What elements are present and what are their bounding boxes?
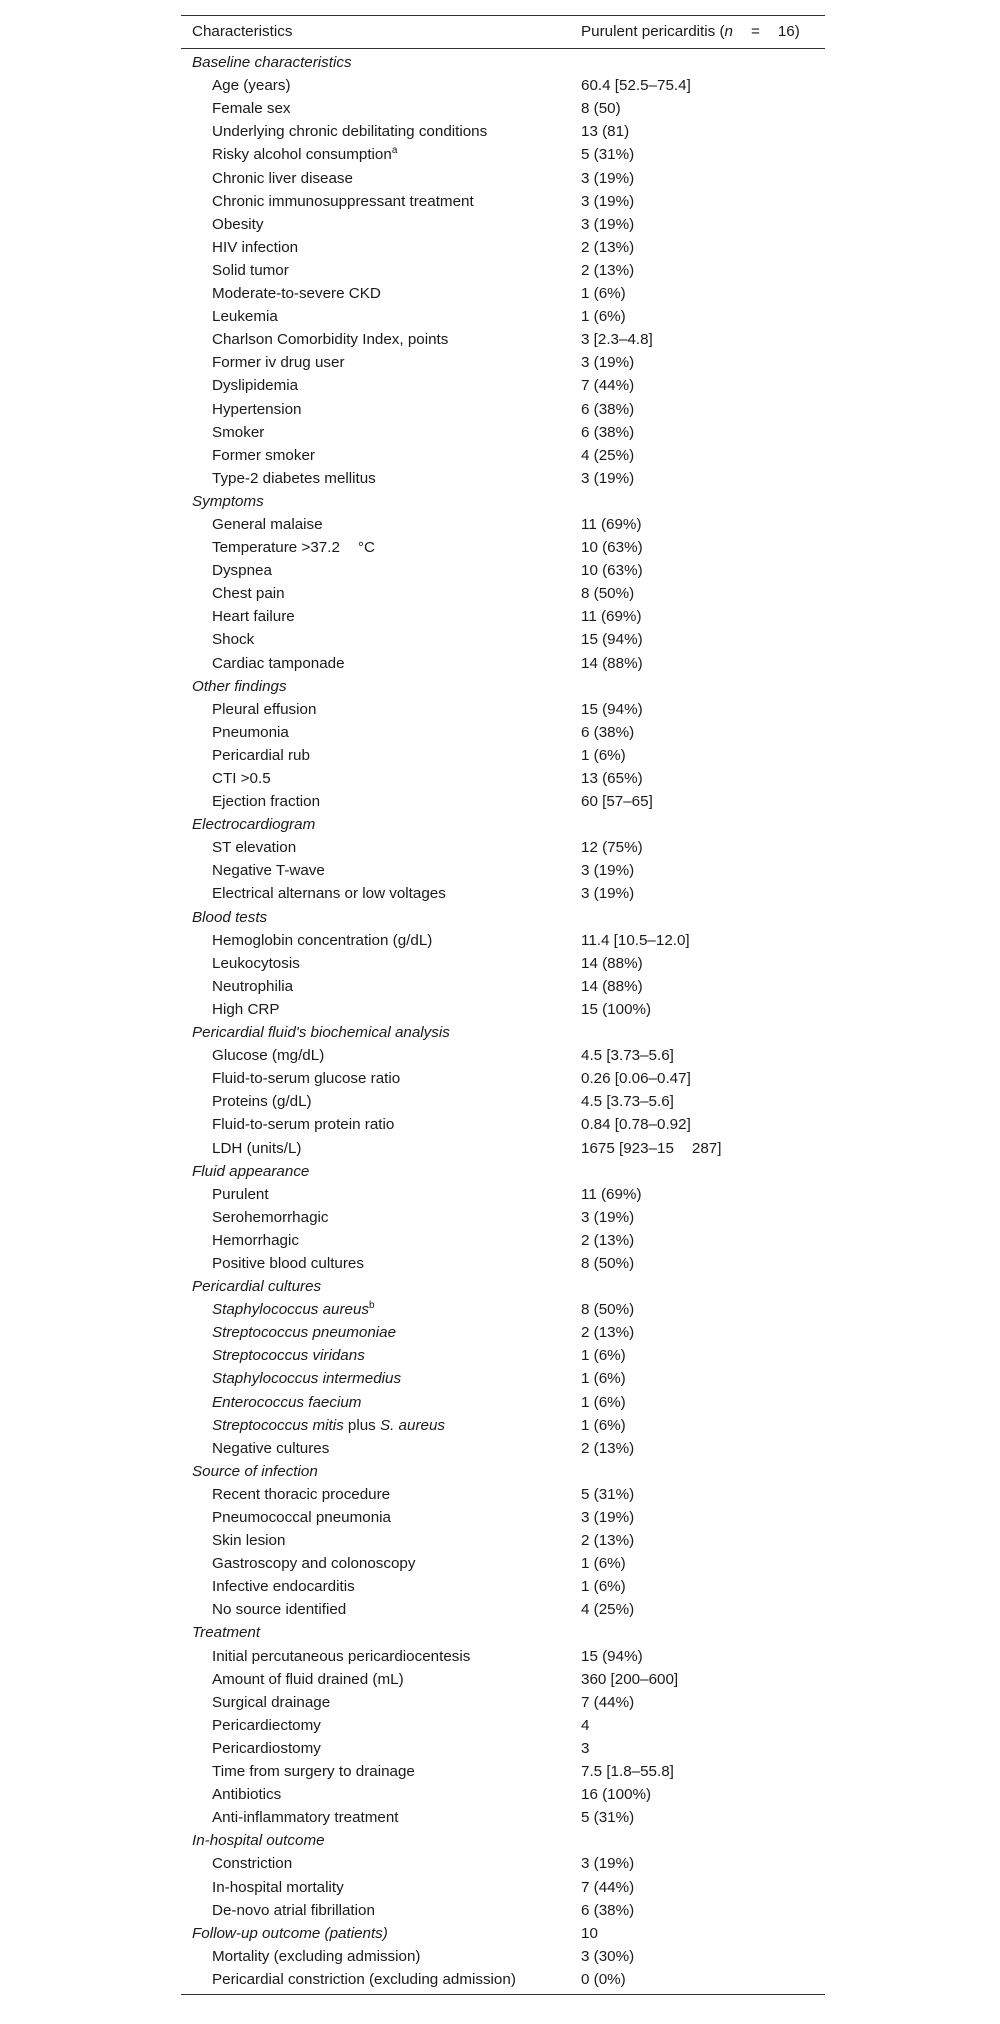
table-row: Streptococcus viridans 1 (6%): [212, 1347, 626, 1365]
table-row: Chronic immunosuppressant treatment 3 (19%): [212, 192, 635, 210]
table-row: Underlying chronic debilitating conditions 13 (81): [212, 123, 630, 141]
table-row: Constriction 3 (19%): [212, 1855, 635, 1873]
table-row: Enterococcus faecium 1 (6%): [212, 1393, 626, 1411]
table-row: De-novo atrial fibrillation 6 (38%): [212, 1901, 635, 1919]
table-row: CTI >0.5 13 (65%): [212, 770, 643, 787]
section-row: [181, 675, 825, 698]
table-row: Serohemorrhagic 3 (19%): [212, 1208, 635, 1226]
table-row: Solid tumor 2 (13%): [212, 261, 635, 279]
table-row: Hemoglobin concentration (g/dL) 11.4 [10.5–12.0]: [212, 931, 690, 949]
table-row: Dyslipidemia 7 (44%): [212, 377, 635, 395]
table-row: Pericardiectomy 4: [212, 1716, 590, 1734]
table-row: Cardiac tamponade 14 (88%): [212, 654, 643, 672]
table-row: Glucose (mg/dL) 4.5 [3.73–5.6]: [212, 1047, 674, 1065]
table-row: Electrical alternans or low voltages 3 (19%): [212, 885, 635, 903]
table-row: Type-2 diabetes mellitus 3 (19%): [212, 469, 635, 487]
table-row: Mortality (excluding admission) 3 (30%): [212, 1947, 635, 1965]
table-row: Pericardial rub 1 (6%): [212, 746, 626, 764]
section-pericardial-fluid-biochemical: Pericardial fluid's biochemical analysis: [192, 1024, 450, 1042]
section-electrocardiogram: Electrocardiogram: [192, 816, 316, 834]
table-row: Former smoker 4 (25%): [212, 446, 635, 464]
table-row: Surgical drainage 7 (44%): [212, 1693, 635, 1711]
table-row: Ejection fraction 60 [57–65]: [212, 793, 653, 811]
table-row: Anti-inflammatory treatment 5 (31%): [212, 1809, 635, 1827]
table-row: Recent thoracic procedure 5 (31%): [212, 1485, 635, 1503]
table-row: Obesity 3 (19%): [212, 215, 635, 233]
footnote-b: b: [369, 1300, 375, 1312]
table-row: High CRP 15 (100%): [212, 1000, 652, 1018]
section-row: [181, 1460, 825, 1483]
table-row: Skin lesion 2 (13%): [212, 1532, 635, 1550]
footnote-a: a: [391, 145, 398, 157]
table-row: Pneumonia 6 (38%): [212, 723, 635, 741]
table-row: Initial percutaneous pericardiocentesis 15 (94%): [212, 1647, 643, 1665]
table-row: Age (years) 60.4 [52.5–75.4]: [212, 77, 691, 95]
section-follow-up-outcome: Follow-up outcome (patients): [192, 1924, 388, 1942]
table-row: Fluid-to-serum glucose ratio 0.26 [0.06–0.47]: [212, 1070, 691, 1088]
table-row: Negative T-wave 3 (19%): [212, 862, 635, 880]
table-row: Heart failure 11 (69%): [212, 608, 642, 626]
table-row: Hemorrhagic 2 (13%): [212, 1231, 635, 1249]
table-row: Moderate-to-severe CKD 1 (6%): [212, 285, 626, 303]
table-row: Charlson Comorbidity Index, points 3 [2.3–4.8]: [212, 331, 653, 349]
table-row: Amount of fluid drained (mL) 360 [200–600]: [212, 1670, 679, 1688]
table-row: No source identified 4 (25%): [212, 1601, 635, 1619]
table-row: ST elevation 12 (75%): [212, 839, 643, 857]
table-row: General malaise 11 (69%): [212, 515, 642, 533]
section-in-hospital-outcome: In-hospital outcome: [192, 1832, 325, 1850]
table-row: Positive blood cultures 8 (50%): [212, 1254, 635, 1272]
table-row: Temperature >37.2 °C 10 (63%): [212, 539, 643, 557]
section-row: [181, 813, 825, 836]
table-row: Leukocytosis 14 (88%): [212, 954, 643, 972]
table-row: Female sex 8 (50): [212, 100, 621, 118]
section-treatment: Treatment: [192, 1624, 261, 1642]
table-row: Former iv drug user 3 (19%): [212, 354, 635, 372]
table-row: Staphylococcus aureus$^b$ 8 (50%): [212, 1300, 635, 1319]
table-row: Antibiotics 16 (100%): [212, 1786, 652, 1804]
table-row: HIV infection 2 (13%): [212, 238, 635, 256]
section-baseline-characteristics: Baseline characteristics: [192, 54, 352, 72]
table-row: Pleural effusion 15 (94%): [212, 700, 643, 718]
table-row: Time from surgery to drainage 7.5 [1.8–55.8]: [212, 1763, 674, 1781]
table-row: LDH (units/L) 1675 [923–15 287]: [212, 1139, 722, 1157]
section-row: [181, 49, 825, 75]
table-row: Risky alcohol consumption$^a$ 5 (31%): [212, 145, 635, 164]
table-row: Shock 15 (94%): [212, 631, 643, 649]
section-fluid-appearance: Fluid appearance: [192, 1162, 310, 1180]
table-row: Leukemia 1 (6%): [212, 308, 626, 326]
table-row: Streptococcus mitis plus S. aureus 1 (6%): [212, 1416, 626, 1434]
table-row: Infective endocarditis 1 (6%): [212, 1578, 626, 1596]
table-header-row: [181, 16, 825, 49]
section-row: [181, 906, 825, 929]
section-row: Follow-up outcome (patients) 10: [181, 1922, 825, 1945]
section-row: [181, 490, 825, 513]
table-row: Pericardial constriction (excluding admission) 0 (0%): [181, 1968, 825, 1995]
section-row: [181, 1621, 825, 1644]
section-other-findings: Other findings: [192, 677, 287, 695]
table-row: Negative cultures 2 (13%): [212, 1439, 635, 1457]
section-source-of-infection: Source of infection: [192, 1462, 318, 1480]
table-row: Smoker 6 (38%): [212, 423, 635, 441]
table-row: Gastroscopy and colonoscopy 1 (6%): [212, 1555, 626, 1573]
table-row: Streptococcus pneumoniae 2 (13%): [212, 1324, 635, 1342]
section-row: [181, 1275, 825, 1298]
table-row: In-hospital mortality 7 (44%): [212, 1878, 635, 1896]
table-row: Hypertension 6 (38%): [212, 400, 635, 418]
section-row: [181, 1021, 825, 1044]
section-row: [181, 1160, 825, 1183]
table-row: Dyspnea 10 (63%): [212, 562, 643, 580]
table-row: Neutrophilia 14 (88%): [212, 977, 643, 995]
header-purulent-pericarditis: Purulent pericarditis (n = 16): [573, 16, 825, 49]
section-pericardial-cultures: Pericardial cultures: [192, 1278, 322, 1296]
table-row: Proteins (g/dL) 4.5 [3.73–5.6]: [212, 1093, 674, 1111]
characteristics-table: [181, 15, 825, 1995]
table-row: Chronic liver disease 3 (19%): [212, 169, 635, 187]
table-row: Chest pain 8 (50%): [212, 585, 635, 603]
section-symptoms: Symptoms: [192, 492, 264, 510]
table-row: Purulent 11 (69%): [212, 1185, 642, 1203]
section-row: [181, 1829, 825, 1852]
table-row: Pericardiostomy 3: [212, 1739, 590, 1757]
section-blood-tests: Blood tests: [192, 908, 268, 926]
table-row: Fluid-to-serum protein ratio 0.84 [0.78–0.92]: [212, 1116, 691, 1134]
header-characteristics: Characteristics: [181, 16, 573, 49]
table-row: Staphylococcus intermedius 1 (6%): [212, 1370, 626, 1388]
table-row: Pneumococcal pneumonia 3 (19%): [212, 1509, 635, 1526]
